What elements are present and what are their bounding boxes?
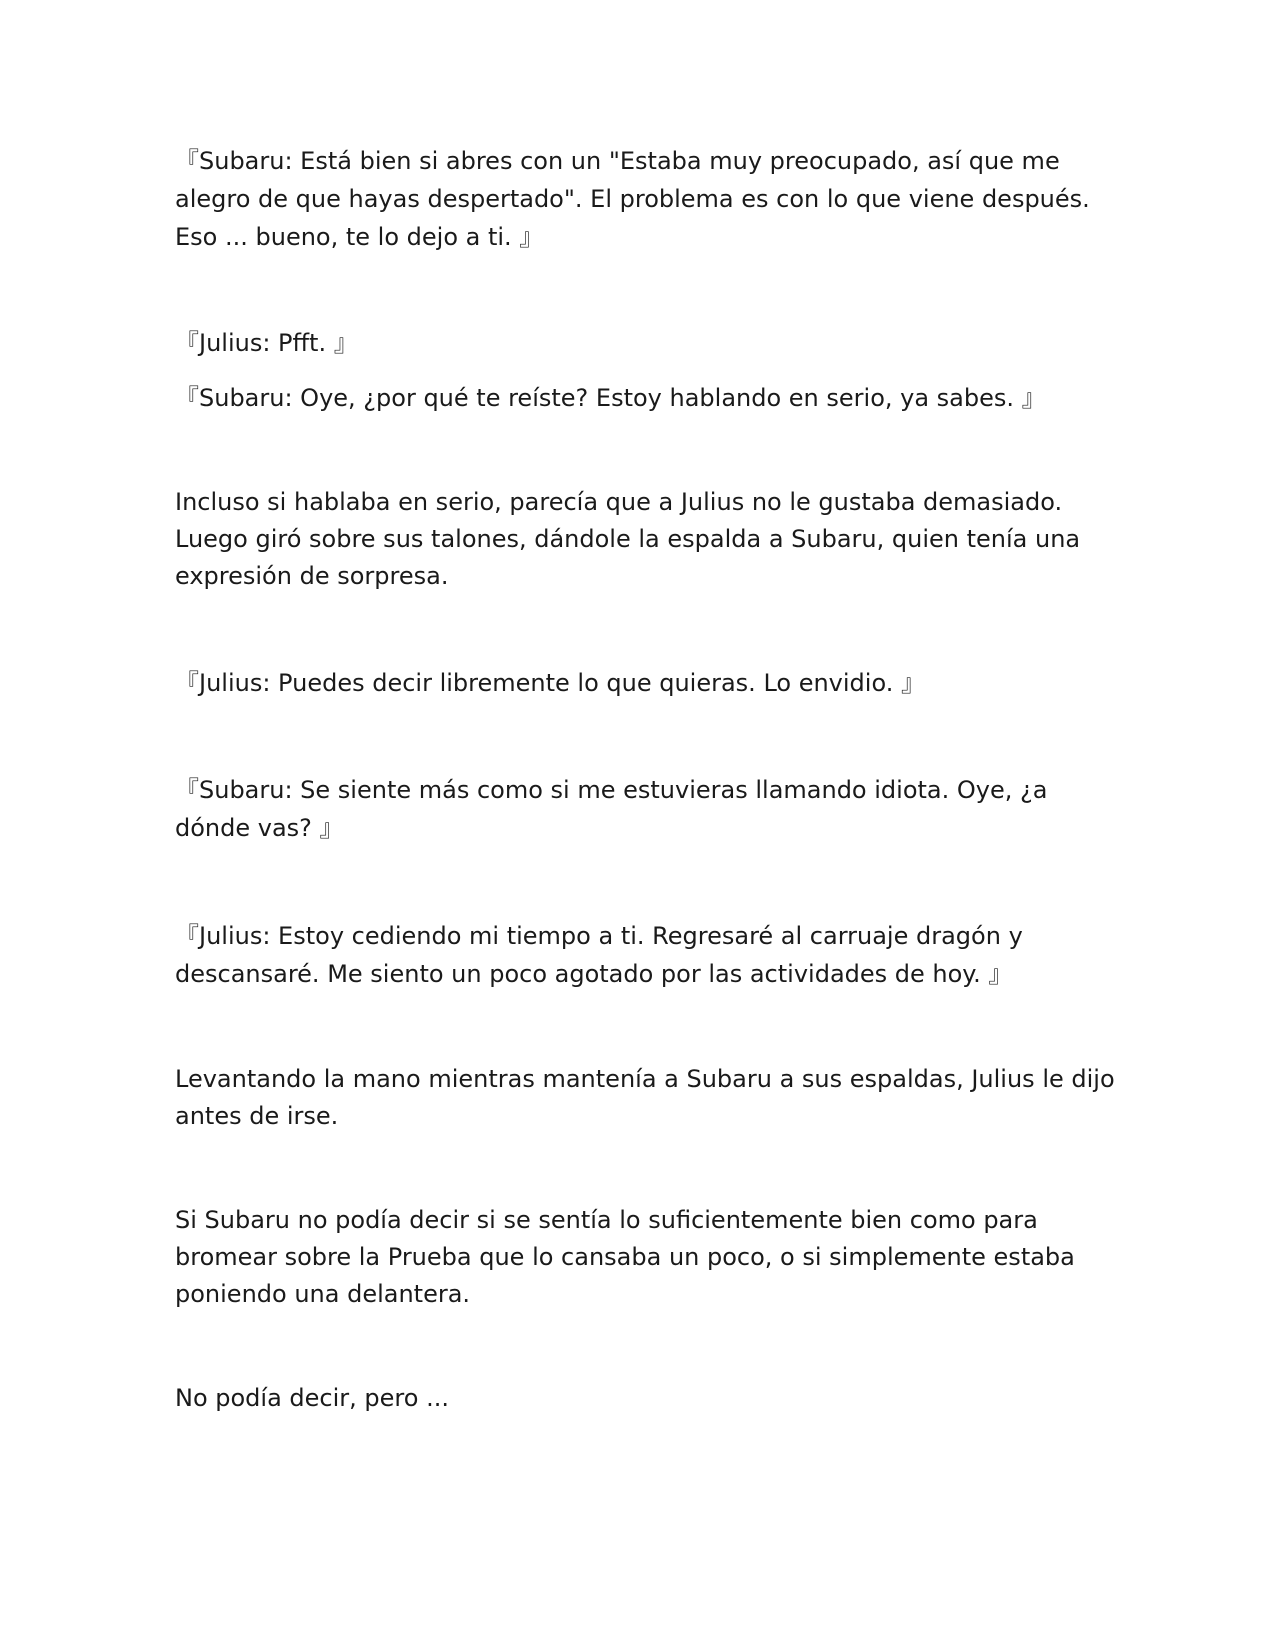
text-line: 『Julius: Pfft. 』 bbox=[175, 329, 358, 357]
narration-3 bbox=[175, 1202, 1105, 1313]
dialogue-julius-2 bbox=[175, 664, 1105, 702]
text-line: No podía decir, pero ... bbox=[175, 1384, 449, 1412]
text-line: bromear sobre la Prueba que lo cansaba un poco, o si simplemente estaba bbox=[175, 1243, 1075, 1271]
text-line: Levantando la mano mientras mantenía a Subaru a sus espaldas, Julius le dijo bbox=[175, 1065, 1115, 1093]
text-line: expresión de sorpresa. bbox=[175, 562, 449, 590]
text-line: 『Subaru: Oye, ¿por qué te reíste? Estoy hablando en serio, ya sabes. 』 bbox=[175, 384, 1046, 412]
text-line: Incluso si hablaba en serio, parecía que a Julius no le gustaba demasiado. bbox=[175, 488, 1063, 516]
narration-1 bbox=[175, 484, 1105, 595]
text-line: 『Julius: Puedes decir libremente lo que quieras. Lo envidio. 』 bbox=[175, 669, 925, 697]
dialogue-julius-3 bbox=[175, 917, 1105, 993]
text-line: Si Subaru no podía decir si se sentía lo suficientemente bien como para bbox=[175, 1206, 1038, 1234]
text-line: 『Julius: Estoy cediendo mi tiempo a ti. Regresaré al carruaje dragón y bbox=[175, 922, 1023, 950]
dialogue-julius-1 bbox=[175, 324, 1105, 362]
narration-4 bbox=[175, 1379, 1105, 1417]
text-line: 『Subaru: Se siente más como si me estuvieras llamando idiota. Oye, ¿a bbox=[175, 776, 1048, 804]
text-line: antes de irse. bbox=[175, 1102, 339, 1130]
dialogue-subaru-3 bbox=[175, 771, 1105, 847]
text-line: alegro de que hayas despertado". El problema es con lo que viene después. bbox=[175, 185, 1090, 213]
dialogue-subaru-2 bbox=[175, 379, 1105, 417]
dialogue-subaru-1 bbox=[175, 142, 1105, 256]
text-line: descansaré. Me siento un poco agotado por las actividades de hoy. 』 bbox=[175, 960, 1013, 988]
text-line: Eso ... bueno, te lo dejo a ti. 』 bbox=[175, 223, 544, 251]
text-line: 『Subaru: Está bien si abres con un "Estaba muy preocupado, así que me bbox=[175, 147, 1060, 175]
text-line: Luego giró sobre sus talones, dándole la espalda a Subaru, quien tenía una bbox=[175, 525, 1081, 553]
text-line: dónde vas? 』 bbox=[175, 814, 344, 842]
text-line: poniendo una delantera. bbox=[175, 1280, 471, 1308]
narration-2 bbox=[175, 1061, 1115, 1135]
